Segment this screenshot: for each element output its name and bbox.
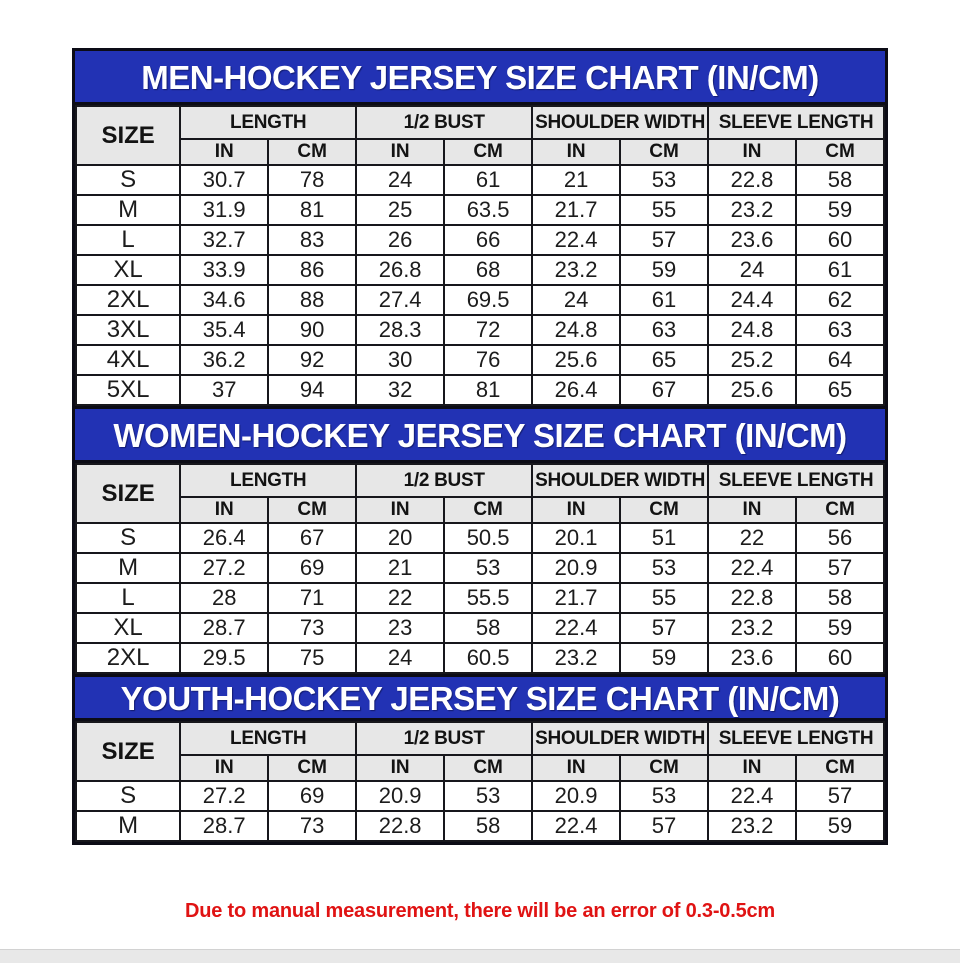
value-cell: 25.6 [708, 375, 796, 405]
value-cell: 28.3 [356, 315, 444, 345]
value-cell: 21 [532, 165, 620, 195]
value-cell: 94 [268, 375, 356, 405]
value-cell: 63 [620, 315, 708, 345]
table-row [76, 315, 884, 345]
unit-header: CM [444, 755, 532, 781]
value-cell: 63 [796, 315, 884, 345]
value-cell: 21.7 [532, 195, 620, 225]
value-cell: 22.4 [532, 811, 620, 841]
value-cell: 53 [620, 553, 708, 583]
value-cell: 76 [444, 345, 532, 375]
value-cell: 61 [444, 165, 532, 195]
value-cell: 69 [268, 553, 356, 583]
size-cell: M [76, 811, 180, 841]
men-size-table [75, 105, 885, 406]
value-cell: 59 [620, 255, 708, 285]
size-cell: S [76, 523, 180, 553]
size-cell: 2XL [76, 643, 180, 673]
value-cell: 33.9 [180, 255, 268, 285]
shoulder-group-header: SHOULDER WIDTH [532, 722, 708, 755]
value-cell: 23.2 [708, 613, 796, 643]
value-cell: 22.8 [356, 811, 444, 841]
value-cell: 22 [708, 523, 796, 553]
unit-header: CM [268, 139, 356, 165]
table-row [76, 781, 884, 811]
value-cell: 58 [444, 811, 532, 841]
value-cell: 26.4 [532, 375, 620, 405]
value-cell: 88 [268, 285, 356, 315]
value-cell: 67 [268, 523, 356, 553]
value-cell: 23.6 [708, 643, 796, 673]
value-cell: 64 [796, 345, 884, 375]
youth-size-chart [72, 674, 888, 845]
table-row [76, 811, 884, 841]
value-cell: 26.4 [180, 523, 268, 553]
value-cell: 26.8 [356, 255, 444, 285]
value-cell: 27.4 [356, 285, 444, 315]
value-cell: 60 [796, 225, 884, 255]
size-cell: M [76, 553, 180, 583]
value-cell: 55 [620, 583, 708, 613]
bust-group-header: 1/2 BUST [356, 722, 532, 755]
youth-chart-title: YOUTH-HOCKEY JERSEY SIZE CHART (IN/CM) [75, 677, 885, 721]
unit-header-row [76, 755, 884, 781]
value-cell: 24.8 [532, 315, 620, 345]
unit-header: IN [532, 139, 620, 165]
value-cell: 53 [620, 165, 708, 195]
unit-header: CM [796, 755, 884, 781]
value-cell: 65 [620, 345, 708, 375]
value-cell: 25.6 [532, 345, 620, 375]
value-cell: 65 [796, 375, 884, 405]
value-cell: 59 [796, 811, 884, 841]
unit-header: CM [268, 755, 356, 781]
value-cell: 20 [356, 523, 444, 553]
value-cell: 28.7 [180, 811, 268, 841]
value-cell: 22.4 [708, 781, 796, 811]
value-cell: 23.2 [532, 643, 620, 673]
unit-header: CM [444, 139, 532, 165]
value-cell: 59 [620, 643, 708, 673]
bottom-edge-strip [0, 949, 960, 963]
value-cell: 21 [356, 553, 444, 583]
table-row [76, 345, 884, 375]
table-row [76, 643, 884, 673]
shoulder-group-header: SHOULDER WIDTH [532, 106, 708, 139]
value-cell: 71 [268, 583, 356, 613]
value-cell: 22.4 [532, 225, 620, 255]
group-header-row [76, 106, 884, 139]
value-cell: 66 [444, 225, 532, 255]
value-cell: 31.9 [180, 195, 268, 225]
unit-header-row [76, 497, 884, 523]
value-cell: 62 [796, 285, 884, 315]
men-size-chart [72, 48, 888, 409]
unit-header: CM [268, 497, 356, 523]
unit-header: CM [620, 139, 708, 165]
unit-header: IN [356, 497, 444, 523]
table-row [76, 375, 884, 405]
value-cell: 22 [356, 583, 444, 613]
value-cell: 29.5 [180, 643, 268, 673]
value-cell: 27.2 [180, 781, 268, 811]
value-cell: 23.2 [708, 195, 796, 225]
value-cell: 58 [796, 165, 884, 195]
value-cell: 55.5 [444, 583, 532, 613]
value-cell: 23.6 [708, 225, 796, 255]
value-cell: 20.9 [532, 781, 620, 811]
value-cell: 24 [356, 643, 444, 673]
unit-header: CM [620, 755, 708, 781]
value-cell: 28 [180, 583, 268, 613]
value-cell: 69.5 [444, 285, 532, 315]
bust-group-header: 1/2 BUST [356, 106, 532, 139]
value-cell: 32.7 [180, 225, 268, 255]
value-cell: 22.8 [708, 165, 796, 195]
size-cell: XL [76, 255, 180, 285]
group-header-row [76, 722, 884, 755]
value-cell: 58 [444, 613, 532, 643]
youth-size-table [75, 721, 885, 842]
unit-header: IN [356, 755, 444, 781]
unit-header: IN [708, 497, 796, 523]
unit-header: IN [532, 497, 620, 523]
sleeve-group-header: SLEEVE LENGTH [708, 722, 884, 755]
size-cell: XL [76, 613, 180, 643]
size-charts [72, 48, 888, 845]
size-cell: S [76, 781, 180, 811]
value-cell: 63.5 [444, 195, 532, 225]
value-cell: 75 [268, 643, 356, 673]
unit-header: IN [708, 755, 796, 781]
value-cell: 35.4 [180, 315, 268, 345]
sleeve-group-header: SLEEVE LENGTH [708, 464, 884, 497]
table-row [76, 165, 884, 195]
unit-header: IN [708, 139, 796, 165]
value-cell: 59 [796, 613, 884, 643]
unit-header: IN [532, 755, 620, 781]
value-cell: 22.8 [708, 583, 796, 613]
value-cell: 57 [620, 225, 708, 255]
unit-header: CM [444, 497, 532, 523]
size-column-header: SIZE [76, 722, 180, 781]
value-cell: 20.9 [532, 553, 620, 583]
value-cell: 32 [356, 375, 444, 405]
value-cell: 30 [356, 345, 444, 375]
measurement-error-note: Due to manual measurement, there will be an error of 0.3-0.5cm [184, 900, 775, 922]
value-cell: 24.8 [708, 315, 796, 345]
value-cell: 24 [356, 165, 444, 195]
value-cell: 58 [796, 583, 884, 613]
size-cell: S [76, 165, 180, 195]
value-cell: 24 [532, 285, 620, 315]
value-cell: 60.5 [444, 643, 532, 673]
value-cell: 26 [356, 225, 444, 255]
value-cell: 59 [796, 195, 884, 225]
shoulder-group-header: SHOULDER WIDTH [532, 464, 708, 497]
size-column-header: SIZE [76, 464, 180, 523]
value-cell: 73 [268, 613, 356, 643]
table-row [76, 195, 884, 225]
women-size-chart [72, 406, 888, 677]
unit-header: CM [796, 139, 884, 165]
value-cell: 21.7 [532, 583, 620, 613]
value-cell: 68 [444, 255, 532, 285]
size-cell: 4XL [76, 345, 180, 375]
value-cell: 92 [268, 345, 356, 375]
value-cell: 56 [796, 523, 884, 553]
women-size-table [75, 463, 885, 674]
value-cell: 86 [268, 255, 356, 285]
value-cell: 53 [444, 781, 532, 811]
value-cell: 78 [268, 165, 356, 195]
table-row [76, 613, 884, 643]
value-cell: 20.1 [532, 523, 620, 553]
table-row [76, 523, 884, 553]
value-cell: 73 [268, 811, 356, 841]
value-cell: 22.4 [708, 553, 796, 583]
size-cell: 2XL [76, 285, 180, 315]
value-cell: 81 [444, 375, 532, 405]
size-cell: 3XL [76, 315, 180, 345]
table-row [76, 255, 884, 285]
unit-header: IN [356, 139, 444, 165]
value-cell: 23.2 [708, 811, 796, 841]
value-cell: 57 [620, 613, 708, 643]
sleeve-group-header: SLEEVE LENGTH [708, 106, 884, 139]
value-cell: 57 [796, 553, 884, 583]
unit-header-row [76, 139, 884, 165]
value-cell: 67 [620, 375, 708, 405]
value-cell: 53 [444, 553, 532, 583]
value-cell: 61 [620, 285, 708, 315]
value-cell: 57 [620, 811, 708, 841]
length-group-header: LENGTH [180, 722, 356, 755]
value-cell: 53 [620, 781, 708, 811]
value-cell: 34.6 [180, 285, 268, 315]
value-cell: 61 [796, 255, 884, 285]
unit-header: CM [796, 497, 884, 523]
value-cell: 51 [620, 523, 708, 553]
value-cell: 81 [268, 195, 356, 225]
table-row [76, 225, 884, 255]
value-cell: 23.2 [532, 255, 620, 285]
table-row [76, 553, 884, 583]
size-column-header: SIZE [76, 106, 180, 165]
value-cell: 25.2 [708, 345, 796, 375]
value-cell: 72 [444, 315, 532, 345]
value-cell: 24.4 [708, 285, 796, 315]
size-cell: M [76, 195, 180, 225]
length-group-header: LENGTH [180, 464, 356, 497]
group-header-row [76, 464, 884, 497]
table-row [76, 583, 884, 613]
value-cell: 69 [268, 781, 356, 811]
bust-group-header: 1/2 BUST [356, 464, 532, 497]
women-chart-title: WOMEN-HOCKEY JERSEY SIZE CHART (IN/CM) [75, 409, 885, 463]
size-cell: L [76, 583, 180, 613]
value-cell: 57 [796, 781, 884, 811]
value-cell: 25 [356, 195, 444, 225]
unit-header: IN [180, 497, 268, 523]
value-cell: 37 [180, 375, 268, 405]
value-cell: 30.7 [180, 165, 268, 195]
men-chart-title: MEN-HOCKEY JERSEY SIZE CHART (IN/CM) [75, 51, 885, 105]
size-cell: L [76, 225, 180, 255]
size-cell: 5XL [76, 375, 180, 405]
unit-header: IN [180, 755, 268, 781]
unit-header: CM [620, 497, 708, 523]
value-cell: 50.5 [444, 523, 532, 553]
value-cell: 27.2 [180, 553, 268, 583]
value-cell: 60 [796, 643, 884, 673]
length-group-header: LENGTH [180, 106, 356, 139]
value-cell: 23 [356, 613, 444, 643]
value-cell: 83 [268, 225, 356, 255]
value-cell: 20.9 [356, 781, 444, 811]
value-cell: 28.7 [180, 613, 268, 643]
value-cell: 22.4 [532, 613, 620, 643]
value-cell: 36.2 [180, 345, 268, 375]
table-row [76, 285, 884, 315]
value-cell: 90 [268, 315, 356, 345]
unit-header: IN [180, 139, 268, 165]
value-cell: 55 [620, 195, 708, 225]
value-cell: 24 [708, 255, 796, 285]
